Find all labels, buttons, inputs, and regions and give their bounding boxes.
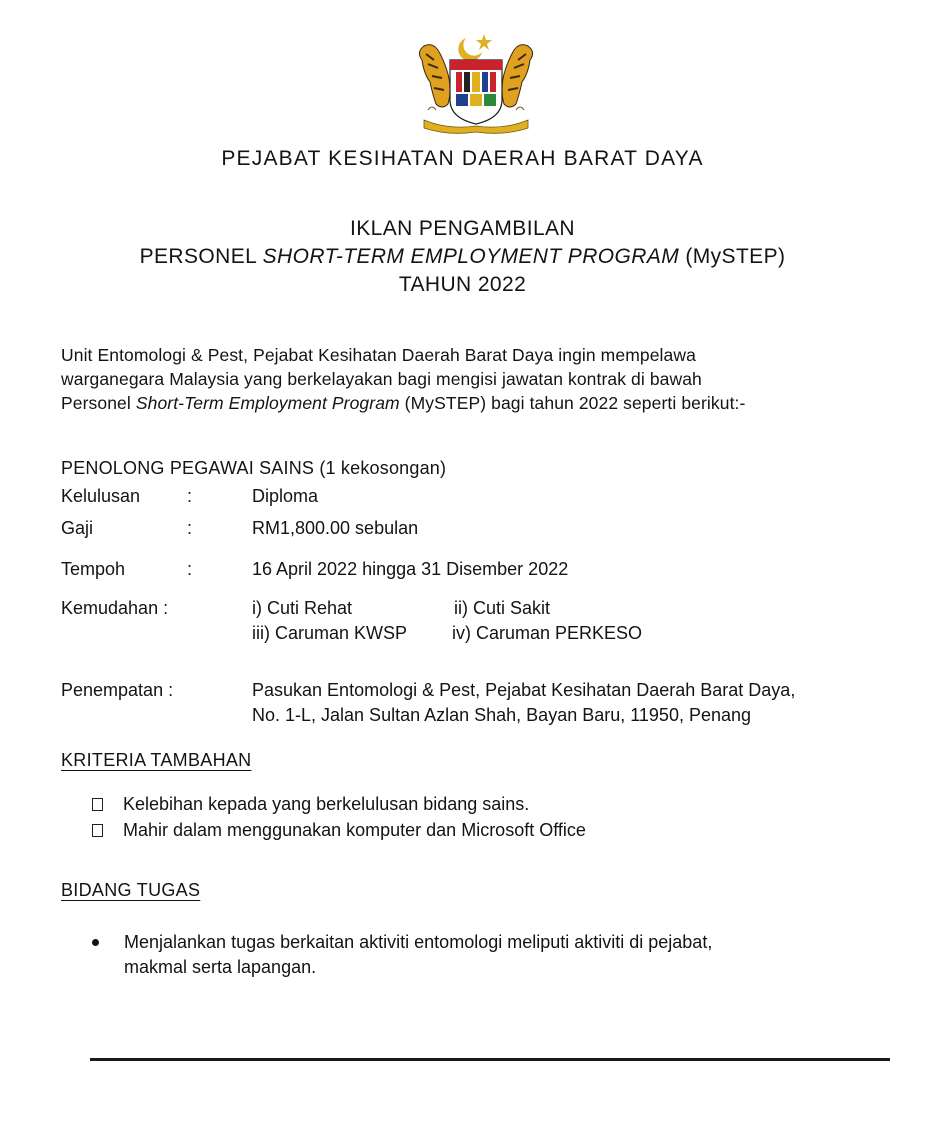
benefit-cuti-rehat: i) Cuti Rehat [252,598,353,618]
benefit-caruman-kwsp: iii) Caruman KWSP [252,623,408,643]
kriteria-item-text: Mahir dalam menggunakan komputer dan Microsoft Office [123,820,586,840]
intro-line3 [61,391,901,415]
position-title: PENOLONG PEGAWAI SAINS (1 kekosongan) [61,458,447,478]
intro-line2: warganegara Malaysia yang berkelayakan bagi mengisi jawatan kontrak di bawah [61,369,702,389]
tempoh-value: 16 April 2022 hingga 31 Disember 2022 [252,559,569,579]
benefit-caruman-perkeso: iv) Caruman PERKESO [452,623,643,643]
intro-line3-program: Short-Term Employment Program [135,393,400,413]
ad-heading-suffix: (MySTEP) [679,245,786,268]
ad-heading-line2 [0,243,925,271]
tugas-item-line2: makmal serta lapangan. [124,957,317,977]
intro-paragraph [61,343,901,415]
gaji-colon: : [187,518,193,538]
checkbox-icon [92,824,103,837]
kriteria-item-text: Kelebihan kepada yang berkelulusan bidang sains. [123,794,530,814]
kriteria-item [92,794,529,815]
benefit-cuti-sakit: ii) Cuti Sakit [454,598,551,618]
kelulusan-value: Diploma [252,486,319,506]
gaji-value: RM1,800.00 sebulan [252,518,419,538]
ad-heading-prefix: PERSONEL [139,245,263,268]
ad-heading-line3: TAHUN 2022 [398,273,527,296]
ad-heading-program: SHORT-TERM EMPLOYMENT PROGRAM [262,245,680,268]
intro-line1: Unit Entomologi & Pest, Pejabat Kesihatan Daerah Barat Daya ingin mempelawa [61,345,696,365]
tugas-item-line1: Menjalankan tugas berkaitan aktiviti entomologi meliputi aktiviti di pejabat, [124,932,713,952]
tugas-heading: BIDANG TUGAS [61,880,201,900]
bullet-icon [92,939,99,946]
footer-rule [90,1058,890,1061]
intro-line3-prefix: Personel [61,393,136,413]
penempatan-label: Penempatan : [61,680,174,700]
penempatan-line1: Pasukan Entomologi & Pest, Pejabat Kesihatan Daerah Barat Daya, [252,680,796,700]
kelulusan-colon: : [187,486,193,506]
kelulusan-label: Kelulusan [61,486,141,506]
malaysia-coat-of-arms-icon [408,30,544,136]
gaji-label: Gaji [61,518,94,538]
kemudahan-label: Kemudahan : [61,598,169,618]
intro-line3-suffix: (MySTEP) bagi tahun 2022 seperti berikut:- [399,393,746,413]
ad-heading [0,215,925,299]
kriteria-heading: KRITERIA TAMBAHAN [61,750,252,770]
penempatan-line2: No. 1-L, Jalan Sultan Azlan Shah, Bayan Baru, 11950, Penang [252,705,752,725]
ad-heading-line1: IKLAN PENGAMBILAN [349,217,576,240]
checkbox-icon [92,798,103,811]
office-title: PEJABAT KESIHATAN DAERAH BARAT DAYA [221,147,704,170]
kriteria-item [92,820,586,841]
tempoh-label: Tempoh [61,559,126,579]
tempoh-colon: : [187,559,193,579]
